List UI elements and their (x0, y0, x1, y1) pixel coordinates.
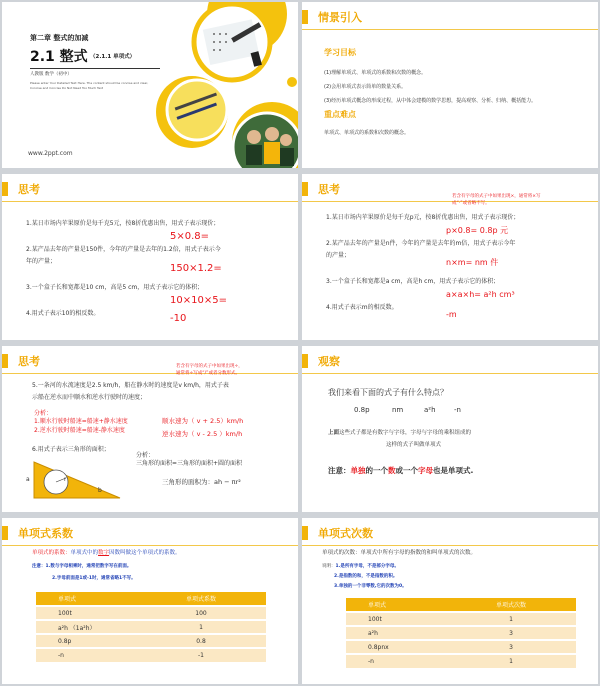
edition-label: 人教版 数学（初中） (30, 72, 72, 77)
triangle-figure (32, 458, 122, 502)
cover-decor (152, 2, 298, 168)
table-cell: 0.8pnx (346, 640, 446, 654)
table-cell: 1 (446, 654, 576, 668)
header-title: 观察 (318, 355, 340, 368)
note-3: 3.单独的一个非零数,它的次数为0。 (334, 584, 407, 589)
label-b: b (98, 487, 102, 494)
title-underline (30, 68, 160, 69)
table-cell: 3 (446, 626, 576, 640)
table-header-row (36, 592, 266, 606)
header-bar (2, 526, 8, 540)
table-cell: -1 (136, 648, 266, 662)
goal-1: (1)理解单项式、单项式的系数和次数的概念。 (324, 70, 427, 76)
cover-subtitle: （2.1.1 单项式） (90, 54, 136, 60)
question-5b: 示船在逆水而中顺水和逆水行驶时的速度； (32, 394, 147, 401)
table-cell: 100t (36, 606, 136, 620)
table-cell: 100t (346, 612, 446, 626)
website-label[interactable]: www.2ppt.com (28, 150, 73, 157)
def-end: 因数叫做这个单项式的系数。 (109, 550, 181, 556)
table-cell: a²h （1a²h） (36, 620, 136, 634)
question-5a: 5.一条河的水流速度是2.5 km/h，船在静水时的速度是v km/h，用式子表 (32, 382, 229, 389)
question-3: 3.一个盒子长和宽都是a cm，高是h cm，用式子表示它的体积； (326, 278, 500, 285)
question-3: 3.一个盒子长和宽都是10 cm，高是5 cm，用式子表示它的体积； (26, 284, 204, 291)
header-title: 思考 (18, 183, 40, 196)
result-1: 顺水速为（ v + 2.5）km/h (162, 417, 244, 425)
goals-title: 学习目标 (324, 48, 356, 57)
note-2: 2.字母前面是1或-1时，通常省略1不写。 (52, 576, 136, 581)
table-header-row (346, 598, 576, 612)
slide-header (302, 518, 598, 546)
table-row (36, 606, 266, 620)
slide-header (2, 174, 298, 202)
note-line (328, 466, 473, 476)
note-prefix: 说明： (322, 564, 336, 569)
slide-degree[interactable] (302, 518, 598, 684)
table-header: 单项式 (36, 592, 136, 606)
key-title: 重点难点 (324, 110, 356, 119)
header-line (302, 201, 598, 202)
note-line-1: 若含有字母的式子中如果出现×，通常将×写 (452, 194, 541, 199)
note-part-3: 数 (388, 466, 396, 475)
cover-desc-2: Concise and Concise Do Not Need Too Much Text (30, 86, 104, 90)
analysis-1: 1.顺水行驶时船速=船速+静水速度 (34, 418, 128, 425)
table-header: 单项式系数 (136, 592, 266, 606)
slide-intro[interactable] (302, 2, 598, 168)
table-header: 单项式次数 (446, 598, 576, 612)
expr-4: -n (454, 406, 461, 414)
label-r: r (64, 476, 67, 483)
answer-3: a×a×h= a²h cm³ (446, 290, 515, 299)
def-mid: 单项式中的 (70, 550, 99, 556)
header-line (2, 373, 298, 374)
header-bar (2, 354, 8, 368)
question-6: 6.用式子表示三角形的面积； (32, 446, 110, 453)
header-line (302, 545, 598, 546)
definition: 单项式的次数：单项式中所有字母的指数的和叫单项式的次数。 (322, 550, 477, 556)
question-2a: 2.某产品去年的产量是n件，今年的产量是去年的m倍，用式子表示今年 (326, 240, 516, 247)
note-line-2: 通常将÷写成“/”或者分数形式。 (176, 371, 240, 376)
table-row (346, 654, 576, 668)
question-1: 1.某日市场内苹果原价是每千克p元，按8折优惠出售，用式子表示现价； (326, 214, 520, 221)
slide-observe[interactable] (302, 346, 598, 512)
table-row (346, 612, 576, 626)
label-a: a (26, 476, 30, 483)
observe-question: 我们来看下面的式子有什么特点？ (328, 388, 448, 397)
question-4: 4.用式子表示m的相反数。 (326, 304, 398, 311)
note-label: 注意： (328, 466, 351, 475)
goal-2: (2)会用单项式表示简单的数量关系。 (324, 84, 407, 90)
table-row (36, 634, 266, 648)
table-cell: 0.8p (36, 634, 136, 648)
note-1-text: 1.数与字母相乘时，通常把数字写在前面。 (45, 564, 132, 569)
note-prefix: 注意： (32, 564, 46, 569)
table-row (36, 648, 266, 662)
note-line-1: 若含有字母的式子中如果出现÷， (176, 364, 243, 369)
slide-header (2, 518, 298, 546)
coefficient-table (36, 592, 266, 662)
slide-coefficient[interactable] (2, 518, 298, 684)
expr-3: a²h (424, 406, 436, 414)
note-1 (322, 564, 399, 570)
slide-header (302, 2, 598, 30)
header-bar (2, 182, 8, 196)
note-part-1: 单独 (350, 466, 366, 475)
header-line (302, 29, 598, 30)
slide-header (302, 346, 598, 374)
cover-desc-1: Please enter Your Detailed Text Here. The content should be concise and clear, (30, 81, 149, 85)
header-title: 单项式次数 (318, 527, 373, 540)
table-cell: -n (346, 654, 446, 668)
statement-line-1 (328, 430, 471, 437)
analysis-6-text: 三角形的面积=三角形的面积+圆的面积 (136, 460, 243, 467)
header-line (302, 373, 598, 374)
degree-table (346, 598, 576, 668)
table-row (346, 640, 576, 654)
header-line (2, 201, 298, 202)
table-cell: 1 (136, 620, 266, 634)
def-key: 数字 (98, 550, 110, 556)
expr-2: nm (392, 406, 404, 414)
question-2b: 的产量； (326, 252, 351, 259)
table-row (346, 626, 576, 640)
note-part-2: 的一个 (365, 466, 388, 475)
cover-title: 2.1 整式 (30, 49, 88, 65)
note-part-4: 或一个 (395, 466, 418, 475)
answer-3: 10×10×5= (170, 295, 227, 306)
header-bar (302, 182, 308, 196)
table-cell: 0.8 (136, 634, 266, 648)
note-line-2: 成“·”或省略不写。 (452, 201, 490, 206)
answer-4: -10 (170, 313, 187, 324)
question-2b: 年的产量； (26, 258, 57, 265)
expr-1: 0.8p (354, 406, 370, 414)
slide-think-2[interactable] (302, 174, 598, 340)
def-prefix: 单项式的系数： (32, 550, 71, 556)
table-cell: 100 (136, 606, 266, 620)
slide-header (302, 174, 598, 202)
header-bar (302, 10, 308, 24)
answer-2: 150×1.2= (170, 263, 222, 274)
answer-2: n×m= nm 件 (446, 258, 499, 267)
slide-think-3[interactable] (2, 346, 298, 512)
header-bar (302, 526, 308, 540)
note-1 (32, 564, 131, 570)
question-1: 1.某日市场内苹果原价是每千克5元，按8折优惠出售，用式子表示现价； (26, 220, 220, 227)
header-title: 思考 (318, 183, 340, 196)
table-cell: 1 (446, 612, 576, 626)
answer-1: p×0.8= 0.8p 元 (446, 226, 509, 235)
chapter-label: 第二章 整式的加减 (30, 34, 89, 42)
table-cell: a²h (346, 626, 446, 640)
definition (32, 550, 181, 557)
note-part-6: 也是单项式. (433, 466, 474, 475)
slide-cover[interactable] (2, 2, 298, 168)
header-title: 单项式系数 (18, 527, 73, 540)
statement-prefix: 上面 (328, 430, 340, 436)
table-row (36, 620, 266, 634)
slide-think-1[interactable] (2, 174, 298, 340)
header-bar (302, 354, 308, 368)
table-cell: 3 (446, 640, 576, 654)
question-2a: 2.某产品去年的产量是150件，今年的产量是去年的1.2倍，用式子表示今 (26, 246, 221, 253)
note-1-text: 1.是所有字母，不是部分字母。 (335, 564, 399, 569)
table-header: 单项式 (346, 598, 446, 612)
result-2: 逆水速为（ v - 2.5 ）km/h (162, 430, 243, 438)
header-title: 思考 (18, 355, 40, 368)
answer-6: 三角形的面积为：ah − πr² (162, 478, 241, 486)
statement-rest: 这些式子都是有数字与字母，字母与字母的乘积组成的 (339, 430, 472, 436)
table-cell: -n (36, 648, 136, 662)
analysis-2: 2.逆水行驶时船速=船速-静水速度 (34, 427, 125, 434)
key-text: 单项式、单项式的系数和次数的概念。 (324, 130, 410, 136)
analysis-label: 分析： (34, 410, 53, 417)
answer-1: 5×0.8= (170, 231, 210, 242)
slide-header (2, 346, 298, 374)
analysis-6-label: 分析： (136, 452, 155, 459)
note-part-5: 字母 (418, 466, 433, 475)
header-line (2, 545, 298, 546)
header-title: 情景引入 (318, 11, 362, 24)
note-2: 2.是指数的和，不是指数的积。 (334, 574, 398, 579)
statement-line-2: 这样的式子叫做单项式 (386, 442, 442, 448)
answer-4: -m (446, 310, 457, 319)
question-4: 4.用式子表示10的相反数。 (26, 310, 100, 317)
goal-3: (3)经历单项式概念的形成过程，从中体会建模的数学思想，提高观察、分析、归纳、概括能力。 (324, 98, 537, 104)
